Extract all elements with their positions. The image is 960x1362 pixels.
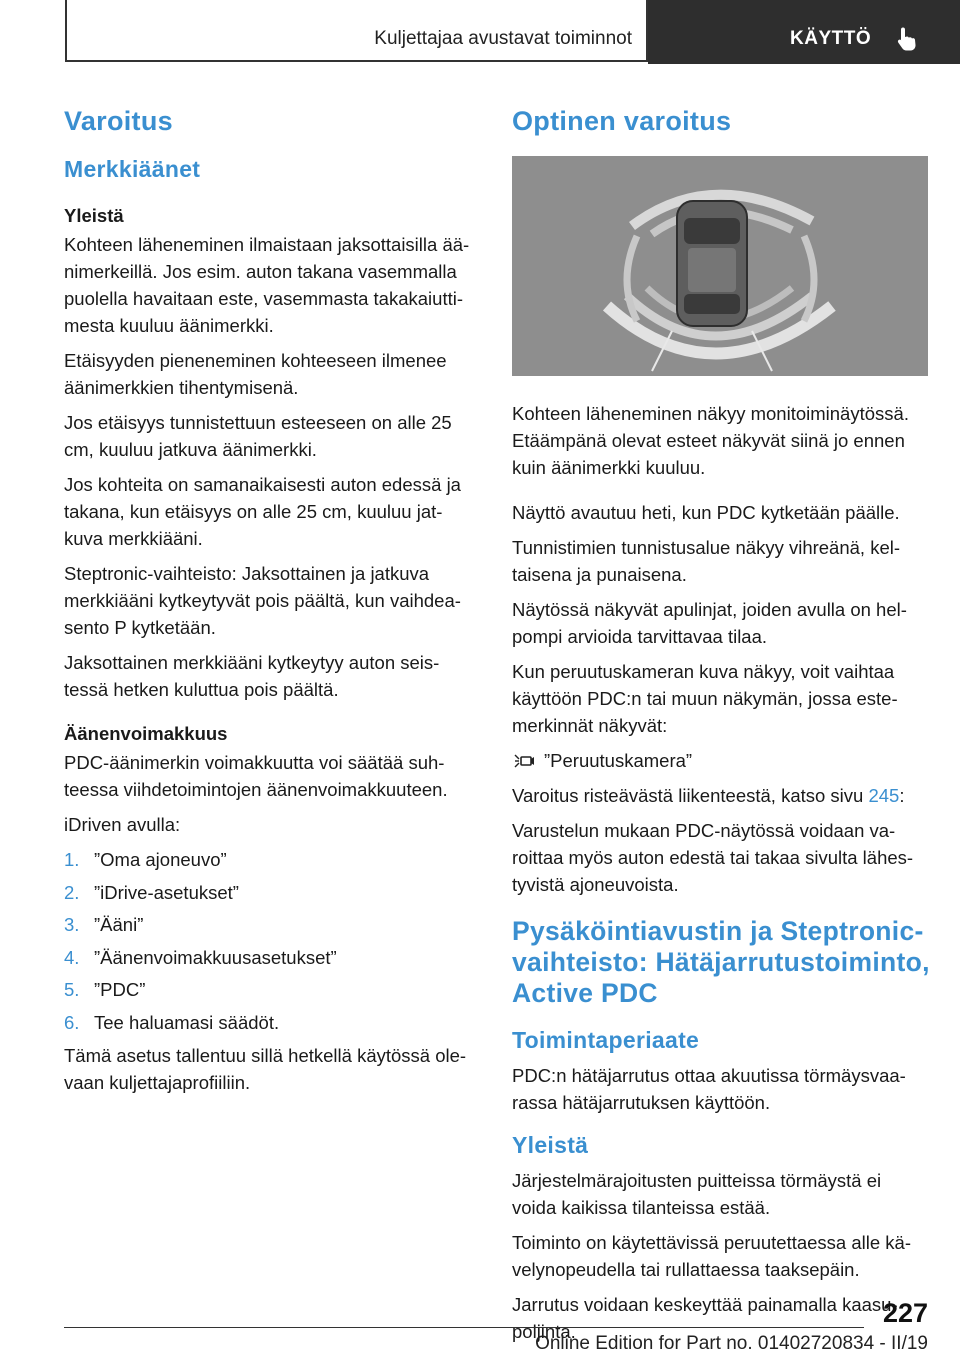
list-item	[64, 879, 478, 906]
step-text: ”iDrive-asetukset”	[94, 881, 239, 903]
heading-optical-warning: Optinen varoitus	[512, 106, 732, 136]
section-title-box	[65, 0, 648, 62]
step-number: 2.	[64, 881, 80, 903]
paragraph: Kohteen läheneminen näkyy monitoiminäytössä. Etäämpänä olevat esteet näkyvät siinä jo ennen kuin äänimerkki kuuluu.	[512, 403, 909, 478]
heading-warning: Varoitus	[64, 106, 173, 136]
heading-general: Yleistä	[64, 205, 124, 226]
chapter-label: KÄYTTÖ	[790, 28, 872, 49]
step-number: 3.	[64, 914, 80, 935]
paragraph: Varustelun mukaan PDC-näytössä voidaan va‐ roittaa myös auton edestä tai takaa sivulta lähes‐ tyvistä ajoneuvoista.	[512, 820, 914, 895]
paragraph: Näyttö avautuu heti, kun PDC kytketään päälle.	[512, 502, 900, 523]
step-number: 5.	[64, 979, 80, 1000]
reverse-camera-icon	[514, 752, 534, 770]
page-number: 227	[882, 1298, 928, 1328]
paragraph: Kun peruutuskameran kuva näkyy, voit vaihtaa käyttöön PDC:n tai muun näkymän, jossa este‐ merkinnät näkyvät:	[512, 661, 898, 736]
list-item	[64, 1009, 478, 1036]
step-text: ”PDC”	[94, 979, 146, 1000]
paragraph: iDriven avulla:	[64, 814, 181, 835]
heading-parking-assistant: Pysäköintiavustin ja Steptronic-vaihteisto: Hätäjarrutustoiminto, Active PDC	[512, 916, 930, 1008]
footer-divider	[64, 1327, 864, 1328]
heading-general-right: Yleistä	[512, 1132, 589, 1158]
paragraph: Kohteen läheneminen ilmaistaan jaksottaisilla ää‐ nimerkeillä. Jos esim. auton takana vasemmalla puolella havaitaan este, vasemmasta takakaiutti‐ mesta kuuluu äänimerkki.	[64, 234, 470, 336]
pdc-display-illustration	[512, 156, 928, 376]
paragraph: Toiminto on käytettävissä peruutettaessa alle kä‐ velynopeudella tai rullattaessa taaksepäin.	[512, 1232, 911, 1280]
paragraph: Jos etäisyys tunnistettuun esteeseen on alle 25 cm, kuuluu jatkuva äänimerkki.	[64, 412, 452, 460]
step-text: ”Äänenvoimakkuusasetukset”	[94, 946, 337, 968]
step-text: Tee haluamasi säädöt.	[94, 1011, 280, 1033]
idrive-steps-list	[64, 846, 478, 1036]
paragraph: PDC:n hätäjarrutus ottaa akuutissa törmäysvaa‐ rassa hätäjarrutuksen käyttöön.	[512, 1065, 906, 1113]
step-number: 1.	[64, 849, 80, 870]
chapter-tab	[648, 0, 960, 64]
camera-item	[512, 747, 930, 774]
paragraph: Tunnistimien tunnistusalue näkyy vihreänä, kel‐ taisena ja punaisena.	[512, 537, 901, 585]
pdc-car-graphic	[512, 156, 928, 376]
paragraph: Jaksottainen merkkiääni kytkeytyy auton seis‐ tessä hetken kuluttua pois päältä.	[64, 652, 440, 700]
paragraph: Tämä asetus tallentuu sillä hetkellä käytössä ole‐ vaan kuljettajaprofiiliin.	[64, 1044, 467, 1093]
step-text: ”Ääni”	[94, 914, 144, 935]
step-number: 6.	[64, 1011, 80, 1033]
list-item	[64, 976, 478, 1003]
paragraph: Näytössä näkyvät apulinjat, joiden avulla on hel‐ pompi arvioida tarvittavaa tilaa.	[512, 599, 907, 647]
page-link-245[interactable]: 245	[868, 785, 900, 806]
paragraph: PDC-äänimerkin voimakkuutta voi säätää suh‐ teessa viihdetoimintojen äänenvoimakkuuteen.	[64, 752, 448, 800]
paragraph: Steptronic-vaihteisto: Jaksottainen ja jatkuva merkkiääni kytkeytyvät pois päältä, kun vaihdea‐ sento P kytketään.	[64, 563, 461, 638]
section-title: Kuljettajaa avustavat toiminnot	[374, 28, 632, 49]
paragraph: Jarrutus voidaan keskeyttää painamalla kaasu‐ poljinta.	[512, 1294, 898, 1342]
list-item	[64, 911, 478, 938]
paragraph-cross-traffic: Varoitus risteävästä liikenteestä, katso sivu 245:	[512, 785, 905, 806]
list-item	[64, 846, 478, 873]
paragraph: Etäisyyden pieneneminen kohteeseen ilmenee äänimerkkien tihentymisenä.	[64, 350, 447, 398]
hand-pointer-icon	[896, 26, 918, 52]
camera-item-label: ”Peruutuskamera”	[544, 750, 693, 771]
step-number: 4.	[64, 946, 80, 968]
list-item	[64, 944, 478, 971]
paragraph: Jos kohteita on samanaikaisesti auton edessä ja takana, kun etäisyys on alle 25 cm, kuuluu jat‐ kuva merkkiääni.	[64, 474, 461, 549]
heading-principle: Toimintaperiaate	[512, 1027, 700, 1053]
paragraph: Järjestelmärajoitusten puitteissa törmäystä ei voida kaikissa tilanteissa estää.	[512, 1170, 882, 1218]
right-column	[512, 100, 930, 1353]
heading-beeps: Merkkiäänet	[64, 156, 201, 182]
edition-info: Online Edition for Part no. 01402720834 - II/19	[535, 1333, 928, 1354]
heading-volume: Äänenvoimakkuus	[64, 723, 228, 744]
page-header	[0, 0, 960, 66]
left-column	[64, 100, 478, 1104]
step-text: ”Oma ajoneuvo”	[94, 849, 227, 870]
